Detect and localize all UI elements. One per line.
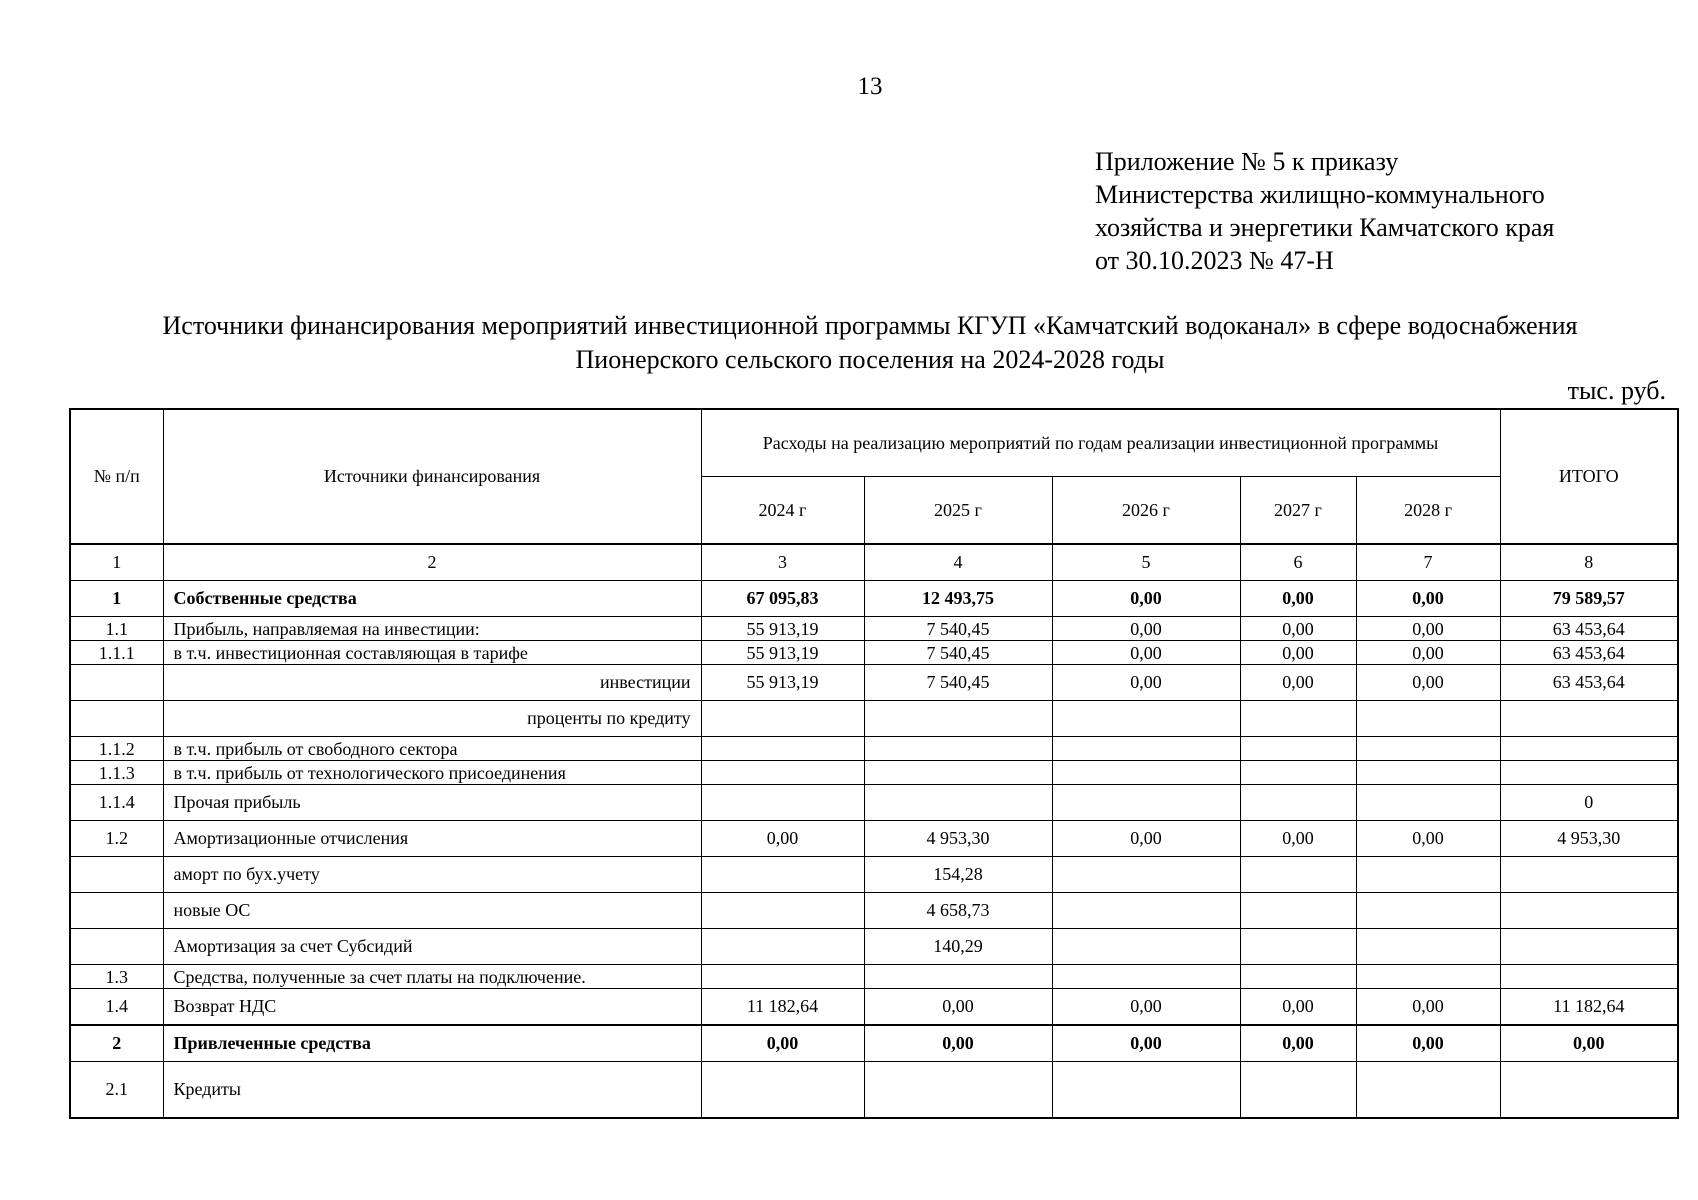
column-number: 3 [701,544,864,581]
document-title [40,309,1698,377]
row-year-value: 0,00 [864,1025,1052,1062]
table-row [70,1062,1678,1119]
row-year-value [1356,737,1500,761]
row-total-value: 0,00 [1500,1025,1678,1062]
row-number: 2 [70,1025,163,1062]
row-number: 2.1 [70,1062,163,1119]
row-year-value [1052,1062,1240,1119]
row-year-value [864,701,1052,737]
table-row [70,821,1678,857]
row-year-value [1356,965,1500,989]
appendix-line: Министерства жилищно-коммунального [1095,180,1545,209]
header-expenses: Расходы на реализацию мероприятий по годам реализации инвестиционной программы [701,409,1500,477]
row-number: 1.1.4 [70,785,163,821]
table-row [70,701,1678,737]
row-year-value: 0,00 [864,989,1052,1026]
title-line-2: Пионерского сельского поселения на 2024-2028 годы [575,345,1165,374]
table-row [70,965,1678,989]
row-year-value: 7 540,45 [864,665,1052,701]
column-number: 7 [1356,544,1500,581]
row-year-value: 0,00 [1240,989,1356,1026]
row-year-value [864,1062,1052,1119]
header-year: 2026 г [1052,477,1240,545]
row-year-value: 7 540,45 [864,641,1052,665]
table-row [70,737,1678,761]
row-total-value: 0 [1500,785,1678,821]
header-row [70,409,1678,477]
row-year-value [1240,893,1356,929]
row-year-value [1240,929,1356,965]
row-year-value [1052,737,1240,761]
row-number: 1.1 [70,617,163,641]
row-total-value: 79 589,57 [1500,581,1678,617]
row-total-value: 63 453,64 [1500,665,1678,701]
row-source-name: Амортизационные отчисления [163,821,701,857]
row-year-value: 0,00 [1240,581,1356,617]
row-total-value [1500,701,1678,737]
header-source: Источники финансирования [163,409,701,544]
row-source-name: Собственные средства [163,581,701,617]
row-year-value [1356,761,1500,785]
table-row [70,857,1678,893]
row-year-value [1356,857,1500,893]
row-year-value [1356,701,1500,737]
row-source-name: в т.ч. прибыль от свободного сектора [163,737,701,761]
row-number [70,857,163,893]
row-source-name: Привлеченные средства [163,1025,701,1062]
row-year-value [864,785,1052,821]
table-row [70,1025,1678,1062]
appendix-line: от 30.10.2023 № 47-Н [1095,246,1334,275]
row-year-value: 11 182,64 [701,989,864,1026]
row-year-value: 154,28 [864,857,1052,893]
row-year-value: 7 540,45 [864,617,1052,641]
row-number [70,665,163,701]
row-number: 1.1.3 [70,761,163,785]
row-year-value: 55 913,19 [701,617,864,641]
row-year-value: 0,00 [1356,665,1500,701]
row-year-value [701,857,864,893]
column-numbers-row [70,544,1678,581]
row-year-value [1356,929,1500,965]
row-year-value: 0,00 [1240,665,1356,701]
row-total-value: 63 453,64 [1500,617,1678,641]
row-number: 1.3 [70,965,163,989]
row-total-value [1500,737,1678,761]
column-number: 8 [1500,544,1678,581]
row-year-value [864,761,1052,785]
row-year-value [701,785,864,821]
row-source-name: Прочая прибыль [163,785,701,821]
row-year-value: 0,00 [1240,617,1356,641]
row-year-value [701,929,864,965]
column-number: 1 [70,544,163,581]
row-number: 1.4 [70,989,163,1026]
row-year-value [1052,761,1240,785]
table-row [70,929,1678,965]
row-total-value [1500,761,1678,785]
row-year-value [864,737,1052,761]
row-number [70,701,163,737]
header-year: 2027 г [1240,477,1356,545]
row-year-value: 0,00 [1356,641,1500,665]
row-year-value: 140,29 [864,929,1052,965]
row-year-value: 4 658,73 [864,893,1052,929]
row-year-value: 0,00 [1356,821,1500,857]
row-number: 1.1.1 [70,641,163,665]
row-source-name: Прибыль, направляемая на инвестиции: [163,617,701,641]
row-year-value [1240,701,1356,737]
row-year-value [1052,893,1240,929]
appendix-line: хозяйства и энергетики Камчатского края [1095,213,1555,242]
row-year-value [1240,965,1356,989]
row-year-value: 0,00 [1052,821,1240,857]
row-year-value: 0,00 [1240,1025,1356,1062]
row-year-value: 0,00 [1356,581,1500,617]
column-number: 5 [1052,544,1240,581]
row-total-value [1500,893,1678,929]
row-year-value [1356,1062,1500,1119]
row-year-value: 0,00 [1356,989,1500,1026]
header-total: ИТОГО [1500,409,1678,544]
units-label: тыс. руб. [1567,376,1666,405]
row-source-name: инвестиции [163,665,701,701]
header-year: 2024 г [701,477,864,545]
row-year-value: 0,00 [1240,821,1356,857]
row-source-name: проценты по кредиту [163,701,701,737]
row-number: 1 [70,581,163,617]
row-total-value [1500,1062,1678,1119]
row-year-value [1240,737,1356,761]
row-year-value: 67 095,83 [701,581,864,617]
row-year-value [1052,701,1240,737]
row-year-value [1052,965,1240,989]
table-row [70,761,1678,785]
row-year-value: 0,00 [1052,989,1240,1026]
row-total-value [1500,857,1678,893]
row-source-name: в т.ч. инвестиционная составляющая в тарифе [163,641,701,665]
row-year-value: 55 913,19 [701,641,864,665]
appendix-block [1095,145,1554,277]
row-year-value [1052,929,1240,965]
row-year-value [701,737,864,761]
header-year: 2028 г [1356,477,1500,545]
column-number: 4 [864,544,1052,581]
row-total-value: 4 953,30 [1500,821,1678,857]
row-year-value [701,1062,864,1119]
row-year-value [701,761,864,785]
financing-table [69,408,1679,1119]
table-row [70,641,1678,665]
row-year-value [864,965,1052,989]
row-year-value: 0,00 [1052,1025,1240,1062]
column-number: 6 [1240,544,1356,581]
row-year-value: 0,00 [1356,617,1500,641]
row-year-value [701,893,864,929]
row-year-value [1052,857,1240,893]
table-row [70,893,1678,929]
table-row [70,581,1678,617]
row-source-name: в т.ч. прибыль от технологического присоединения [163,761,701,785]
row-year-value: 12 493,75 [864,581,1052,617]
row-source-name: Амортизация за счет Субсидий [163,929,701,965]
header-num: № п/п [70,409,163,544]
row-year-value [1052,785,1240,821]
row-year-value: 0,00 [1052,641,1240,665]
row-year-value: 4 953,30 [864,821,1052,857]
row-total-value: 11 182,64 [1500,989,1678,1026]
column-number: 2 [163,544,701,581]
row-year-value: 0,00 [1052,617,1240,641]
row-total-value [1500,965,1678,989]
row-year-value: 0,00 [701,1025,864,1062]
row-year-value [1240,857,1356,893]
appendix-line: Приложение № 5 к приказу [1095,147,1399,176]
row-number: 1.1.2 [70,737,163,761]
row-source-name: Средства, полученные за счет платы на подключение. [163,965,701,989]
row-year-value [1240,1062,1356,1119]
row-year-value: 0,00 [1052,581,1240,617]
row-source-name: Кредиты [163,1062,701,1119]
row-year-value [1240,785,1356,821]
row-source-name: аморт по бух.учету [163,857,701,893]
table-row [70,989,1678,1026]
table-body [70,581,1678,1119]
row-year-value: 0,00 [1356,1025,1500,1062]
row-number: 1.2 [70,821,163,857]
row-year-value: 0,00 [701,821,864,857]
table-row [70,617,1678,641]
row-year-value: 55 913,19 [701,665,864,701]
row-year-value: 0,00 [1240,641,1356,665]
row-source-name: новые ОС [163,893,701,929]
row-year-value: 0,00 [1052,665,1240,701]
row-year-value [1356,893,1500,929]
row-year-value [1356,785,1500,821]
row-year-value [701,965,864,989]
row-number [70,893,163,929]
row-total-value [1500,929,1678,965]
page-number: 13 [857,73,883,100]
title-line-1: Источники финансирования мероприятий инвестиционной программы КГУП «Камчатский водоканал» в сфере водоснабжения [162,311,1578,340]
row-number [70,929,163,965]
row-total-value: 63 453,64 [1500,641,1678,665]
row-source-name: Возврат НДС [163,989,701,1026]
row-year-value [701,701,864,737]
table-row [70,665,1678,701]
row-year-value [1240,761,1356,785]
header-year: 2025 г [864,477,1052,545]
table-row [70,785,1678,821]
